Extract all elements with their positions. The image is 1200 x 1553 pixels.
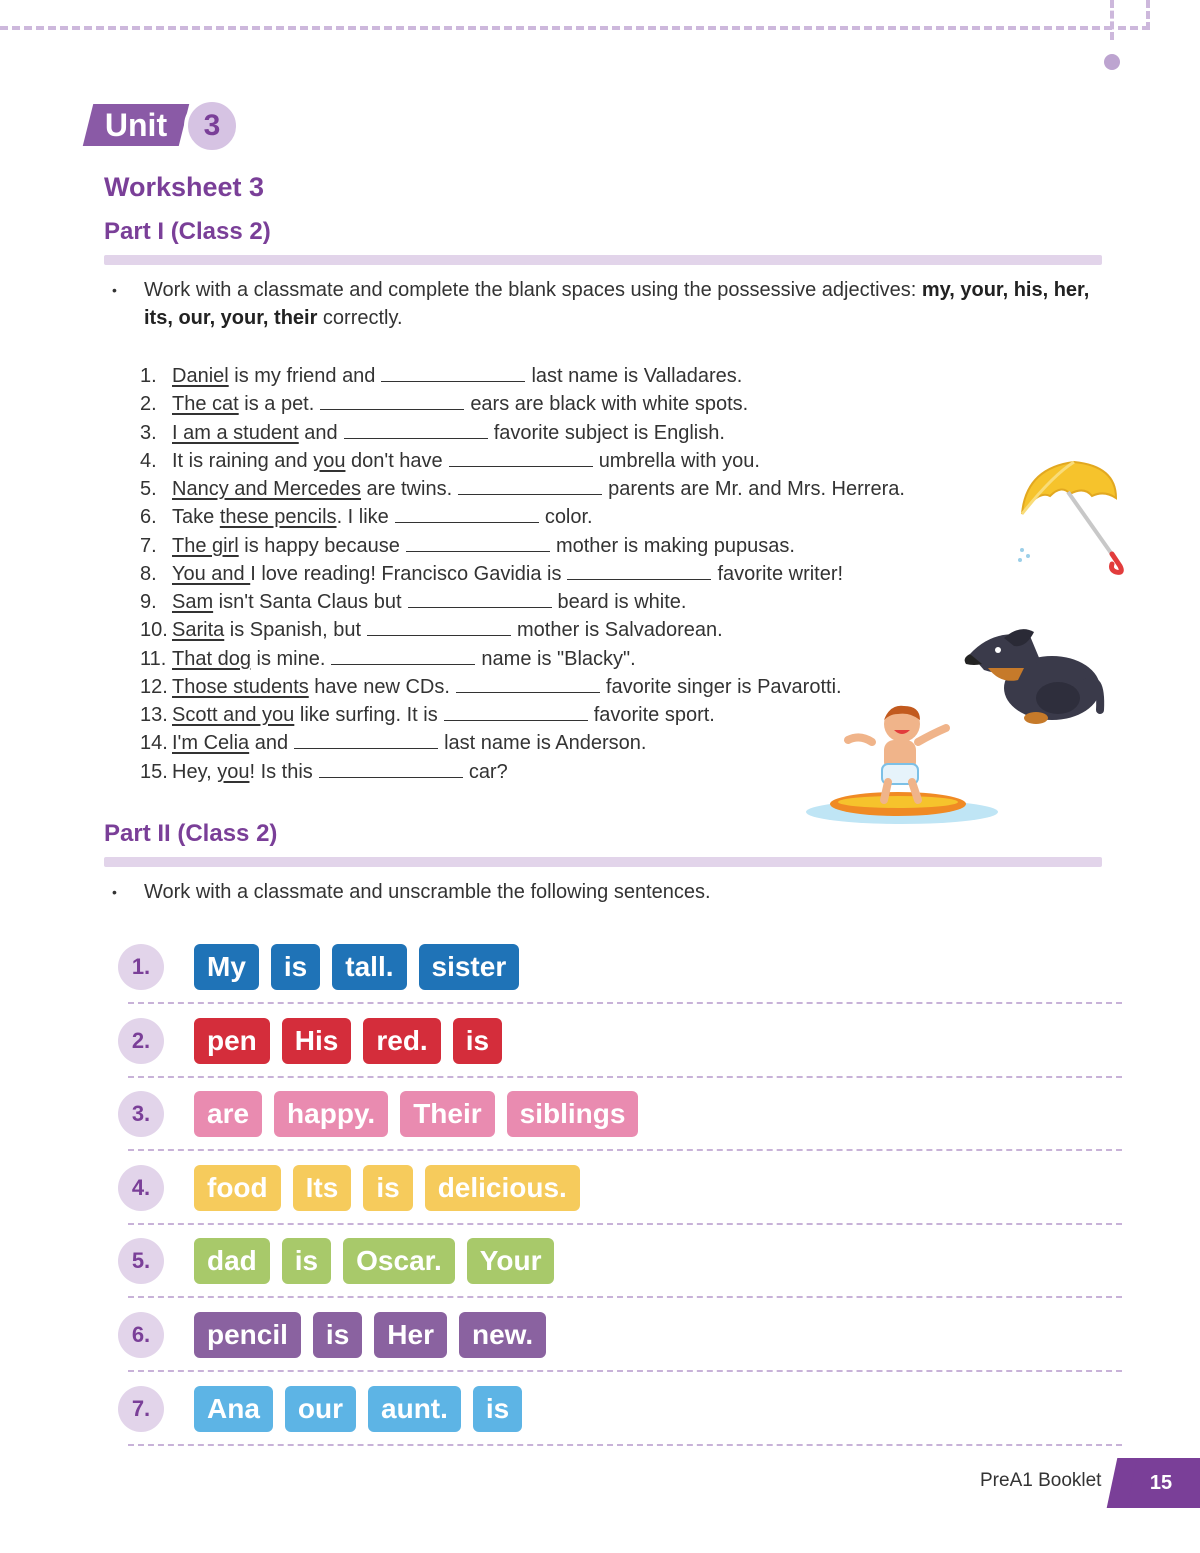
subject-underlined: Sarita [172, 619, 225, 642]
word-chip[interactable]: Her [374, 1312, 447, 1358]
word-chips [194, 1238, 554, 1284]
subject-underlined: You and [172, 562, 251, 585]
answer-line [128, 1223, 1122, 1225]
answer-line [128, 1002, 1122, 1004]
scramble-row [118, 1153, 1122, 1227]
list-item: 4. It is raining and you don't have umbrella with you. [140, 447, 760, 475]
footer-booklet: PreA1 Booklet [980, 1470, 1102, 1491]
word-chip[interactable]: are [194, 1091, 262, 1137]
scramble-row [118, 1006, 1122, 1080]
word-chip[interactable]: our [285, 1386, 356, 1432]
surfer-illustration [800, 700, 1004, 828]
answer-blank[interactable] [456, 673, 600, 693]
word-chip[interactable]: pen [194, 1018, 270, 1064]
answer-blank[interactable] [408, 588, 552, 608]
word-chip[interactable]: dad [194, 1238, 270, 1284]
list-item: 11. That dog is mine. name is "Blacky". [140, 645, 636, 673]
part1-title: Part I (Class 2) [104, 218, 271, 245]
scramble-row [118, 1374, 1122, 1448]
word-chip[interactable]: sister [419, 944, 520, 990]
answer-blank[interactable] [449, 447, 593, 467]
word-chips [194, 944, 519, 990]
answer-blank[interactable] [319, 758, 463, 778]
word-chips [194, 1312, 546, 1358]
word-chip[interactable]: is [313, 1312, 362, 1358]
word-chips [194, 1018, 502, 1064]
row-number: 7. [118, 1386, 164, 1432]
list-item: 1. Daniel is my friend and last name is Valladares. [140, 362, 742, 390]
part2-instruction: • Work with a classmate and unscramble the following sentences. [112, 878, 1102, 906]
scramble-row [118, 932, 1122, 1006]
answer-blank[interactable] [294, 729, 438, 749]
word-chip[interactable]: His [282, 1018, 352, 1064]
answer-blank[interactable] [344, 419, 488, 439]
word-chip[interactable]: siblings [507, 1091, 639, 1137]
word-chip[interactable]: Ana [194, 1386, 273, 1432]
word-chip[interactable]: Oscar. [343, 1238, 455, 1284]
scramble-row [118, 1300, 1122, 1374]
subject-underlined: Sam [172, 591, 214, 613]
row-number: 6. [118, 1312, 164, 1358]
row-number: 2. [118, 1018, 164, 1064]
answer-line [128, 1444, 1122, 1446]
list-item: 14. I'm Celia and last name is Anderson. [140, 729, 646, 757]
answer-line [128, 1076, 1122, 1078]
list-item: 15. Hey, you! Is this car? [140, 758, 508, 786]
answer-line [128, 1149, 1122, 1151]
page-number: 15 [1122, 1458, 1200, 1508]
word-chip[interactable]: tall. [332, 944, 406, 990]
list-item: 2. The cat is a pet. ears are black with white spots. [140, 390, 748, 418]
unit-number: 3 [184, 98, 240, 154]
top-dashed-border-vertical [1110, 0, 1114, 40]
word-chip[interactable]: Your [467, 1238, 555, 1284]
unit-label: Unit [104, 107, 168, 143]
list-item: 10. Sarita is Spanish, but mother is Salvadorean. [140, 616, 723, 644]
possessive-adjectives: my, your, his, her, its, our, your, their [144, 279, 1090, 329]
subject-underlined: The girl [172, 534, 239, 557]
word-chip[interactable]: happy. [274, 1091, 388, 1137]
list-item: 7. The girl is happy because mother is making pupusas. [140, 532, 795, 560]
subject-underlined: Scott and you [172, 704, 295, 726]
word-chip[interactable]: Its [293, 1165, 352, 1211]
row-number: 3. [118, 1091, 164, 1137]
bullet-icon: • [112, 282, 117, 298]
row-number: 4. [118, 1165, 164, 1211]
subject-underlined: you [313, 449, 346, 472]
part2-rule [104, 857, 1102, 867]
subject-underlined: these pencils [219, 506, 337, 529]
word-chip[interactable]: delicious. [425, 1165, 580, 1211]
word-chip[interactable]: aunt. [368, 1386, 461, 1432]
top-dashed-border [0, 26, 1112, 30]
word-chip[interactable]: new. [459, 1312, 546, 1358]
answer-blank[interactable] [406, 532, 550, 552]
list-item: 3. I am a student and favorite subject is English. [140, 419, 725, 447]
scramble-row [118, 1226, 1122, 1300]
list-item: 8. You and I love reading! Francisco Gavidia is favorite writer! [140, 560, 843, 588]
list-item: 6. Take these pencils. I like color. [140, 503, 593, 531]
word-chip[interactable]: is [363, 1165, 412, 1211]
word-chip[interactable]: is [473, 1386, 522, 1432]
part1-instruction: • Work with a classmate and complete the blank spaces using the possessive adjectives: my, your, his, her, its, our, your, their correctly. [112, 276, 1102, 332]
word-chips [194, 1091, 638, 1137]
word-chips [194, 1165, 580, 1211]
word-chip[interactable]: red. [363, 1018, 440, 1064]
subject-underlined: I am a student [172, 421, 299, 444]
subject-underlined: Daniel [172, 365, 229, 387]
subject-underlined: The cat [172, 393, 239, 416]
answer-blank[interactable] [444, 701, 588, 721]
border-dot [1104, 54, 1120, 70]
part1-rule [104, 255, 1102, 265]
answer-blank[interactable] [395, 503, 539, 523]
word-chip[interactable]: pencil [194, 1312, 301, 1358]
answer-blank[interactable] [567, 560, 711, 580]
answer-line [128, 1370, 1122, 1372]
word-chips [194, 1386, 522, 1432]
answer-blank[interactable] [381, 362, 525, 382]
list-item: 9. Sam isn't Santa Claus but beard is white. [140, 588, 686, 616]
subject-underlined: Nancy and Mercedes [172, 478, 361, 500]
subject-underlined: I'm Celia [172, 732, 250, 755]
answer-blank[interactable] [367, 616, 511, 636]
answer-line [128, 1296, 1122, 1298]
scramble-row [118, 1079, 1122, 1153]
word-chip[interactable]: Their [400, 1091, 494, 1137]
part2-title: Part II (Class 2) [104, 820, 278, 847]
answer-blank[interactable] [320, 390, 464, 410]
worksheet-title: Worksheet 3 [104, 172, 265, 202]
word-chip[interactable]: food [194, 1165, 281, 1211]
list-item: 12. Those students have new CDs. favorite singer is Pavarotti. [140, 673, 842, 701]
answer-blank[interactable] [331, 645, 475, 665]
subject-underlined: you [217, 760, 250, 783]
row-number: 1. [118, 944, 164, 990]
word-chip[interactable]: is [271, 944, 320, 990]
bullet-icon: • [112, 884, 117, 900]
list-item: 5. Nancy and Mercedes are twins. parents are Mr. and Mrs. Herrera. [140, 475, 905, 503]
subject-underlined: Those students [172, 675, 309, 698]
row-number: 5. [118, 1238, 164, 1284]
list-item: 13. Scott and you like surfing. It is favorite sport. [140, 701, 715, 729]
top-dashed-border-corner [1118, 26, 1150, 30]
answer-blank[interactable] [458, 475, 602, 495]
word-chip[interactable]: is [453, 1018, 502, 1064]
subject-underlined: That dog [172, 647, 251, 670]
word-chip[interactable]: is [282, 1238, 331, 1284]
umbrella-illustration [1012, 456, 1124, 576]
word-chip[interactable]: My [194, 944, 259, 990]
